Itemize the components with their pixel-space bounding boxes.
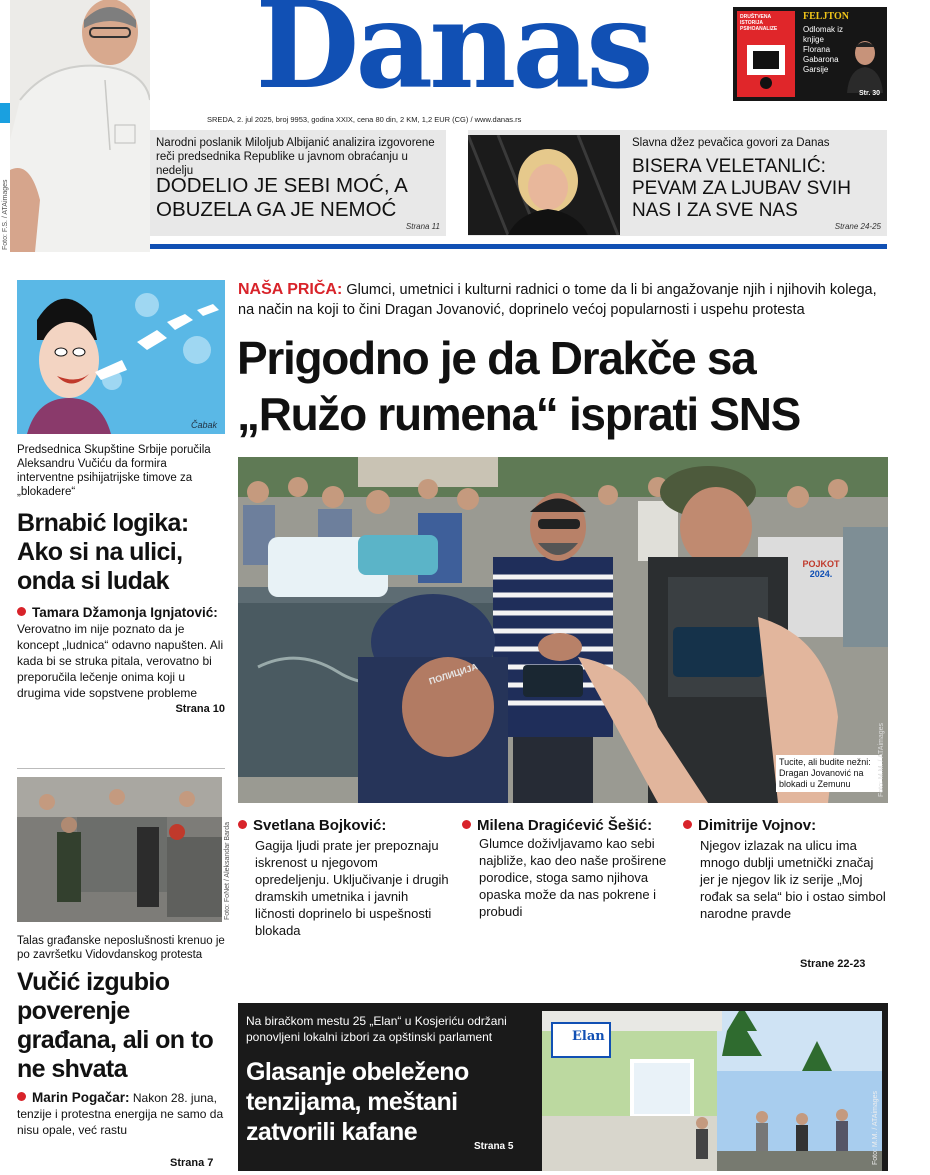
left-story-2-kicker: Talas građanske neposlušnosti krenuo je po završetku Vidovdanskog protesta: [17, 935, 225, 961]
masthead-logo[interactable]: Danas: [255, 0, 650, 116]
teaser-left-kicker: Narodni poslanik Miloljub Albijanić analizira izgovorene reči predsednika Republike u javnom obraćanju u nedelju: [156, 137, 435, 177]
left-photo-credit: Foto: FoNet / Aleksandar Barda: [224, 821, 231, 920]
quote-3: [683, 817, 888, 922]
container-sign: [791, 559, 851, 579]
feljton-label: FELJTON: [803, 11, 849, 22]
left-story-2-photo: [17, 777, 222, 922]
quote-2: [462, 817, 672, 920]
feljton-box[interactable]: [733, 7, 887, 101]
teaser-left[interactable]: [150, 130, 446, 236]
main-story-kicker: Glumci, umetnici i kulturni radnici o tome da li bi angažovanje njih i njihovih kolega, na način na koji to čini Dragan Jovanović, doprinelo većoj popularnosti i uspehu protesta: [238, 282, 877, 318]
left-story-1[interactable]: [17, 443, 225, 715]
bullet-icon: [238, 820, 247, 829]
container-sign-text: POJKOT: [802, 559, 840, 569]
bottom-story-page: Strana 5: [474, 1141, 514, 1152]
police-cap-text: ПОЛИЦИЈА: [427, 661, 479, 687]
bullet-icon: [683, 820, 692, 829]
quote-2-name: Milena Dragićević Šešić:: [477, 817, 653, 834]
left-story-1-headline: Brnabić logika: Ako si na ulici, onda si ludak: [17, 509, 189, 595]
left-story-1-kicker: Predsednica Skupštine Srbije poručila Aleksandru Vučiću da formira interventne psihijatrijske timove za „blokadere“: [17, 444, 211, 498]
left-story-2-body: [17, 1090, 225, 1138]
masthead-dateline: SREDA, 2. jul 2025, broj 9953, godina XXIX, cena 80 din, 2 KM, 1,2 EUR (CG) / www.danas.rs: [207, 115, 522, 124]
quote-2-text: Glumce doživljavamo kao sebi najbliže, kao deo naše proširene porodice, stoga samo njihova opaska može da nas pokrene i probudi: [479, 836, 667, 919]
left-story-2-page: Strana 7: [170, 1157, 214, 1169]
teaser-right-headline: BISERA VELETANLIĆ: PEVAM ZA LJUBAV SVIH NAS I ZA SVE NAS: [632, 156, 851, 221]
teaser-left-page: Strana 11: [405, 222, 440, 231]
teaser-right-kicker: Slavna džez pevačica govori za Danas: [632, 137, 830, 149]
left-story-1-body: [17, 605, 225, 701]
teaser-right-page: Strane 24-25: [834, 222, 881, 231]
left-edge-marker: [0, 103, 10, 123]
left-story-2-author: Marin Pogačar:: [32, 1090, 130, 1105]
polling-place-sign: Elan: [572, 1029, 605, 1044]
feljton-author-photo: [845, 37, 885, 93]
quote-3-name: Dimitrije Vojnov:: [698, 817, 817, 834]
main-story-kicker-block: [238, 280, 888, 320]
bottom-story-kicker: Na biračkom mestu 25 „Elan“ u Kosjeriću održani ponovljeni lokalni izbori za opštinski parlament: [246, 1014, 507, 1044]
bottom-story-photo: [542, 1011, 882, 1171]
teaser-right-photo: [468, 135, 620, 235]
main-story-photo: [238, 457, 888, 803]
quote-3-text: Njegov izlazak na ulicu ima mnogo dublji umetnički značaj jer je njegov lik iz serije „Moj rođak sa sela“ bio i ostao simbol narodne pravde: [700, 838, 886, 921]
bullet-icon: [462, 820, 471, 829]
main-story-headline[interactable]: Prigodno je da Drakče sa „Ružo rumena“ isprati SNS: [237, 332, 801, 440]
cartoon: [17, 280, 225, 434]
main-story-page: Strane 22-23: [800, 958, 866, 970]
bottom-story[interactable]: [238, 1003, 888, 1171]
container-sign-year: 2024.: [809, 569, 833, 579]
bottom-story-headline: Glasanje obeleženo tenzijama, meštani zatvorili kafane: [246, 1058, 469, 1146]
quote-1-text: Gagija ljudi prate jer prepoznaju iskrenost u njegovom opredeljenju. Uključivanje i drugih dramskih umetnika i javnih ličnosti doprinelo bi uspešnosti blokada: [255, 838, 449, 938]
left-story-1-author: Tamara Džamonja Ignjatović:: [32, 605, 218, 620]
masthead-photo-credit: Foto: F.S. / ATAimages: [2, 179, 9, 250]
left-story-1-text: Verovatno im nije poznato da je koncept „ludnica“ odavno napušten. Ali kada bi se struka pitala, verovatno bi preporučila lečenje onima koji u drugima vide sopstvene probleme: [17, 622, 224, 700]
left-story-2-text: Nakon 28. juna, tenzije i protestna energija ne samo da nisu opale, već rastu: [17, 1091, 224, 1137]
left-divider-1: [17, 768, 225, 769]
bottom-photo-credit: Foto: M.M. / ATAimages: [872, 1090, 879, 1165]
quote-1: [238, 817, 450, 939]
feljton-book-title: DRUŠTVENA ISTORIJA PSIHOANALIZE: [740, 14, 778, 32]
bullet-icon: [17, 1092, 26, 1101]
bullet-icon: [17, 607, 26, 616]
left-story-2-headline: Vučić izgubio poverenje građana, ali on to ne shvata: [17, 968, 214, 1083]
masthead-divider: [150, 244, 887, 249]
main-story-section: NAŠA PRIČA:: [238, 281, 343, 298]
feljton-text: Odlomak iz knjige Florana Gabarona Garsije: [803, 25, 844, 74]
main-photo-credit: Foto: M.M. / ATAimages: [878, 722, 885, 797]
left-story-1-page: Strana 10: [175, 703, 225, 715]
teaser-left-headline: DODELIO JE SEBI MOĆ, A OBUZELA GA JE NEMOĆ: [156, 174, 407, 221]
quote-1-name: Svetlana Bojković:: [253, 817, 387, 834]
masthead-portrait-photo: [10, 0, 150, 252]
feljton-book-cover: [737, 11, 795, 97]
left-story-2[interactable]: [17, 934, 225, 1138]
feljton-page: Str. 30: [859, 90, 881, 97]
teaser-right[interactable]: [468, 130, 887, 236]
cartoon-signature: Čabak: [190, 420, 217, 430]
main-photo-caption: Tucite, ali budite nežni: Dragan Jovanović na blokadi u Zemunu: [776, 755, 882, 792]
